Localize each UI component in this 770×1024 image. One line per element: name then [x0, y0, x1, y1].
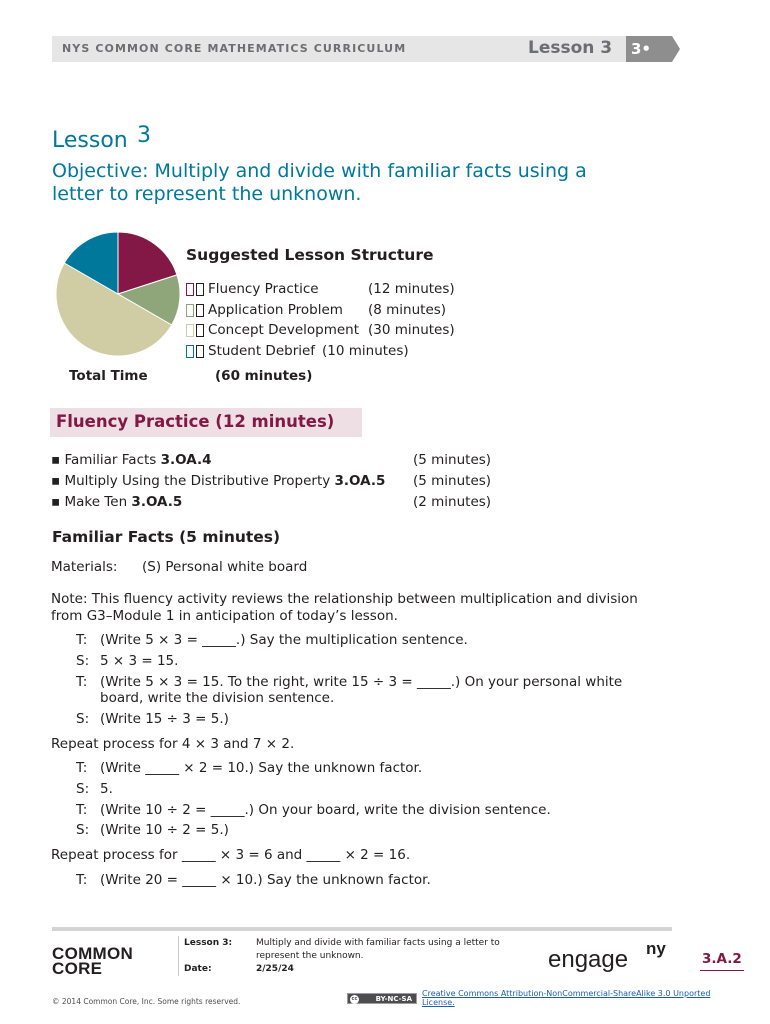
dialog-text: (Write 20 = _____ × 10.) Say the unknown factor. [100, 872, 431, 888]
cc-icon: cc [351, 996, 358, 1002]
color-swatch-icon [186, 324, 194, 337]
dialog-speaker: S: [76, 711, 90, 727]
dialog-text: (Write 5 × 3 = _____.) Say the multiplication sentence. [100, 632, 468, 648]
dialog-text: (Write 15 ÷ 3 = 5.) [100, 711, 229, 727]
dialog-speaker: T: [76, 872, 88, 888]
footer-date-label: Date: [184, 964, 212, 974]
logo-line-1: COMMON [52, 944, 134, 963]
structure-row-debrief [186, 341, 486, 361]
structure-minutes: (12 minutes) [368, 281, 455, 297]
structure-label: Application Problem [208, 302, 343, 318]
familiar-facts-heading: Familiar Facts (5 minutes) [52, 528, 281, 546]
dialog-speaker: T: [76, 760, 88, 776]
common-core-logo [52, 946, 133, 976]
footer-lesson-text-2: represent the unknown. [256, 951, 364, 961]
dialog-text: (Write 10 ÷ 2 = _____.) On your board, write the division sentence. [100, 802, 551, 818]
dialog-text: 5 × 3 = 15. [100, 653, 179, 669]
repeat-instruction-1: Repeat process for 4 × 3 and 7 × 2. [51, 736, 295, 752]
bullet-text: Familiar Facts [64, 452, 161, 468]
note-line-2: from G3–Module 1 in anticipation of today’s lesson. [51, 608, 398, 624]
structure-minutes: (8 minutes) [368, 302, 447, 318]
footer-separator [178, 936, 179, 976]
lesson-structure-pie-chart [56, 232, 180, 356]
objective-line-1: Objective: Multiply and divide with familiar facts using a [52, 160, 587, 182]
footer-date-value: 2/25/24 [256, 964, 294, 974]
creative-commons-badge [347, 993, 417, 1004]
empty-box-icon [196, 345, 204, 358]
lesson-title-word: Lesson [52, 128, 128, 153]
total-time-value: (60 minutes) [215, 368, 313, 384]
structure-label: Concept Development [208, 322, 360, 338]
footer-lesson-label: Lesson 3: [184, 938, 233, 948]
dialog-text: (Write _____ × 2 = 10.) Say the unknown factor. [100, 760, 423, 776]
lesson-title-number: 3 [137, 123, 151, 148]
logo-line-2: CORE [52, 959, 103, 978]
bullet-minutes: (2 minutes) [413, 494, 492, 510]
page-code-underline [700, 970, 744, 971]
curriculum-title: NYS COMMON CORE MATHEMATICS CURRICULUM [62, 42, 407, 55]
dialog-text: (Write 10 ÷ 2 = 5.) [100, 822, 229, 838]
structure-heading: Suggested Lesson Structure [186, 246, 434, 264]
license-link-line-1[interactable]: Creative Commons Attribution-NonCommercial-ShareAlike 3.0 Unported [422, 989, 711, 998]
bullet-standard: 3.OA.5 [334, 473, 386, 489]
engage-ny-superscript: ny [646, 939, 666, 958]
color-key-icon [186, 303, 208, 317]
header-lesson: Lesson 3 [528, 38, 613, 58]
bullet-standard: 3.OA.5 [131, 494, 183, 510]
dialog-text: (Write 5 × 3 = 15. To the right, write 15 ÷ 3 = _____.) On your personal white [100, 674, 623, 690]
structure-row-application [186, 300, 486, 320]
cc-badge-text: BY-NC-SA [375, 995, 412, 1003]
lesson-objective [52, 160, 692, 206]
color-swatch-icon [186, 304, 194, 317]
dialog-text-continued: board, write the division sentence. [100, 690, 335, 706]
engage-ny-logo: engage [548, 946, 629, 973]
color-key-icon [186, 344, 208, 358]
materials-value: (S) Personal white board [142, 559, 308, 575]
bullet-text: Multiply Using the Distributive Property [64, 473, 335, 489]
footer-lesson-text-1: Multiply and divide with familiar facts using a letter to [256, 938, 500, 948]
bullet-text: Make Ten [64, 494, 132, 510]
dialog-speaker: T: [76, 802, 88, 818]
structure-label: Student Debrief [208, 343, 316, 359]
color-swatch-icon [186, 283, 194, 296]
fluency-bullet: ▪ Make Ten 3.OA.5 [51, 494, 183, 510]
bullet-minutes: (5 minutes) [413, 473, 492, 489]
bullet-minutes: (5 minutes) [413, 452, 492, 468]
color-key-icon [186, 282, 208, 296]
dialog-speaker: T: [76, 674, 88, 690]
fluency-bullet: ▪ Multiply Using the Distributive Property 3.OA.5 [51, 473, 386, 489]
fluency-bullet: ▪ Familiar Facts 3.OA.4 [51, 452, 212, 468]
dialog-speaker: T: [76, 632, 88, 648]
repeat-instruction-2: Repeat process for _____ × 3 = 6 and _____ × 2 = 16. [51, 847, 411, 863]
dialog-speaker: S: [76, 653, 90, 669]
empty-box-icon [196, 324, 204, 337]
structure-minutes: (10 minutes) [322, 343, 409, 359]
objective-line-2: letter to represent the unknown. [52, 183, 362, 205]
dialog-text: 5. [100, 781, 113, 797]
total-time-label: Total Time [69, 368, 148, 384]
page-code: 3.A.2 [702, 951, 742, 967]
bullet-standard: 3.OA.4 [160, 452, 212, 468]
note-line-1: Note: This fluency activity reviews the relationship between multiplication and division [51, 591, 638, 607]
color-swatch-icon [186, 345, 194, 358]
license-link-line-2[interactable]: License. [422, 998, 455, 1007]
dialog-speaker: S: [76, 781, 90, 797]
empty-box-icon [196, 283, 204, 296]
empty-box-icon [196, 304, 204, 317]
header-module-tab: 3• [626, 36, 672, 62]
dialog-speaker: S: [76, 822, 90, 838]
structure-row-fluency [186, 279, 486, 299]
footer-bar [52, 927, 672, 931]
color-key-icon [186, 323, 208, 337]
license-link[interactable] [422, 989, 710, 1007]
structure-row-concept [186, 320, 486, 340]
fluency-heading: Fluency Practice (12 minutes) [56, 412, 335, 431]
materials-label: Materials: [51, 559, 118, 575]
structure-label: Fluency Practice [208, 281, 319, 297]
copyright: © 2014 Common Core, Inc. Some rights reserved. [52, 997, 241, 1006]
structure-minutes: (30 minutes) [368, 322, 455, 338]
